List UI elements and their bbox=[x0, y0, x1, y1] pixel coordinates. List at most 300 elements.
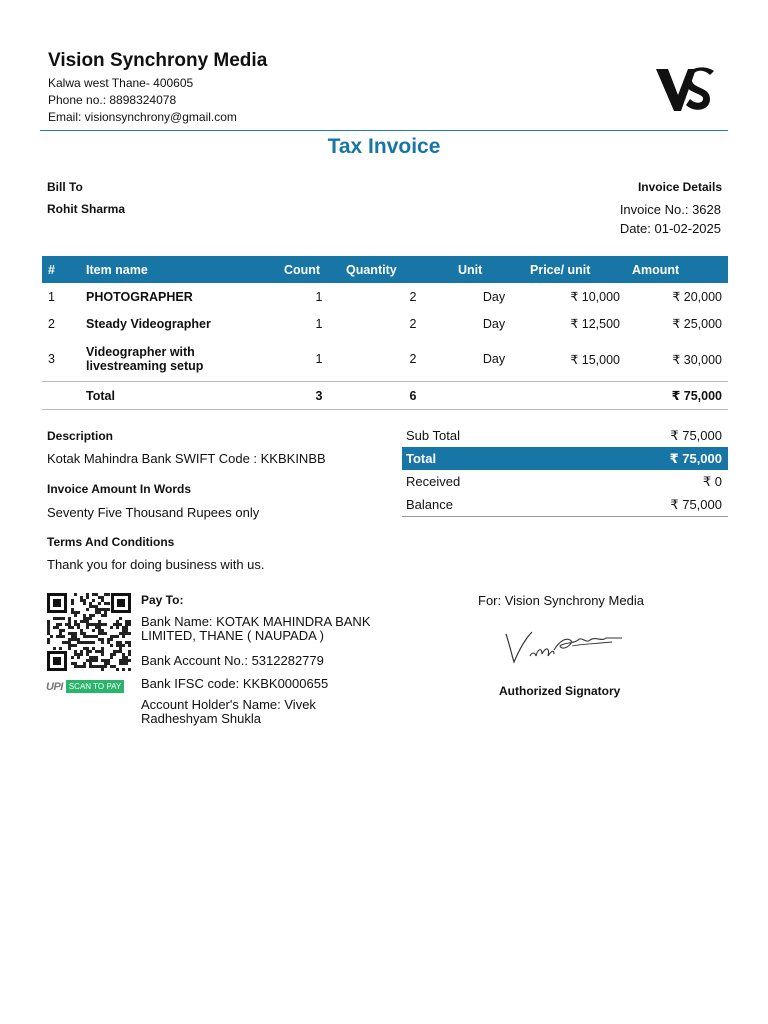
qr-module bbox=[83, 641, 86, 644]
qr-module bbox=[128, 659, 131, 662]
description-text: Kotak Mahindra Bank SWIFT Code : KKBKINBB bbox=[47, 451, 326, 466]
qr-module bbox=[122, 644, 125, 647]
company-name: Vision Synchrony Media bbox=[48, 50, 268, 71]
qr-module bbox=[128, 650, 131, 653]
qr-module bbox=[62, 617, 65, 620]
qr-module bbox=[119, 644, 122, 647]
qr-module bbox=[80, 650, 83, 653]
qr-module bbox=[71, 656, 74, 659]
table-row bbox=[42, 283, 728, 310]
qr-module bbox=[95, 659, 98, 662]
bill-to-label: Bill To bbox=[47, 180, 83, 194]
row-item-name: Steady Videographer bbox=[86, 316, 211, 331]
qr-module bbox=[98, 650, 101, 653]
row-unit: Day bbox=[482, 352, 506, 366]
qr-module bbox=[71, 602, 74, 605]
qr-module bbox=[98, 602, 101, 605]
qr-module bbox=[47, 638, 50, 641]
qr-module bbox=[77, 623, 80, 626]
qr-module bbox=[101, 659, 104, 662]
qr-module bbox=[101, 599, 104, 602]
qr-module bbox=[104, 593, 107, 596]
table-total-row bbox=[42, 382, 728, 410]
row-item-name: PHOTOGRAPHER bbox=[86, 289, 193, 304]
qr-module bbox=[107, 662, 110, 665]
qr-module bbox=[59, 632, 62, 635]
qr-module bbox=[74, 623, 77, 626]
qr-module bbox=[104, 602, 107, 605]
row-quantity: 2 bbox=[409, 289, 417, 304]
qr-module bbox=[71, 635, 74, 638]
qr-module bbox=[119, 641, 122, 644]
col-header-quantity: Quantity bbox=[340, 256, 452, 283]
qr-module bbox=[65, 641, 68, 644]
qr-module bbox=[101, 614, 104, 617]
qr-module bbox=[86, 659, 89, 662]
qr-module bbox=[110, 644, 113, 647]
qr-module bbox=[116, 626, 119, 629]
qr-module bbox=[101, 668, 104, 671]
upi-badge bbox=[46, 679, 124, 694]
qr-module bbox=[53, 626, 56, 629]
qr-module bbox=[68, 647, 71, 650]
qr-module bbox=[92, 629, 95, 632]
qr-module bbox=[86, 653, 89, 656]
row-amount: ₹ 25,000 bbox=[672, 317, 722, 331]
row-count: 1 bbox=[315, 289, 323, 304]
qr-module bbox=[71, 611, 74, 614]
company-phone: Phone no.: 8898324078 bbox=[48, 93, 177, 107]
qr-module bbox=[119, 632, 122, 635]
total-label: Total bbox=[76, 382, 278, 410]
amount-words-label: Invoice Amount In Words bbox=[47, 482, 192, 496]
subtotal-row bbox=[402, 424, 728, 447]
qr-module bbox=[101, 596, 104, 599]
qr-module bbox=[59, 629, 62, 632]
qr-module bbox=[104, 608, 107, 611]
header-divider bbox=[40, 130, 728, 131]
qr-module bbox=[116, 668, 119, 671]
bill-to-name: Rohit Sharma bbox=[47, 202, 126, 216]
qr-module bbox=[89, 602, 92, 605]
qr-module bbox=[92, 623, 95, 626]
qr-module bbox=[101, 653, 104, 656]
qr-module bbox=[83, 635, 86, 638]
qr-module bbox=[89, 641, 92, 644]
qr-module bbox=[86, 650, 89, 653]
qr-module bbox=[101, 638, 104, 641]
qr-module bbox=[125, 632, 128, 635]
bank-account-number: Bank Account No.: 5312282779 bbox=[141, 653, 324, 668]
invoice-number: Invoice No.: 3628 bbox=[619, 202, 721, 217]
qr-module bbox=[113, 653, 116, 656]
col-header-unit: Unit bbox=[452, 256, 524, 283]
invoice-date: Date: 01-02-2025 bbox=[619, 221, 721, 236]
qr-module bbox=[80, 653, 83, 656]
row-price: ₹ 12,500 bbox=[570, 317, 620, 331]
qr-module bbox=[89, 614, 92, 617]
qr-module bbox=[125, 662, 128, 665]
qr-module bbox=[95, 650, 98, 653]
row-price: ₹ 10,000 bbox=[570, 290, 620, 304]
qr-module bbox=[80, 596, 83, 599]
qr-module bbox=[47, 626, 50, 629]
total-row bbox=[402, 447, 728, 470]
qr-module bbox=[86, 626, 89, 629]
row-quantity: 2 bbox=[409, 352, 417, 366]
scan-to-pay-label: SCAN TO PAY bbox=[66, 680, 124, 693]
received-label: Received bbox=[406, 474, 461, 489]
qr-module bbox=[89, 635, 92, 638]
qr-module bbox=[74, 611, 77, 614]
balance-value: ₹ 75,000 bbox=[670, 496, 722, 512]
qr-module bbox=[101, 632, 104, 635]
qr-module bbox=[83, 614, 86, 617]
qr-module bbox=[95, 593, 98, 596]
qr-module bbox=[101, 665, 104, 668]
qr-module bbox=[110, 635, 113, 638]
qr-module bbox=[77, 638, 80, 641]
row-count: 1 bbox=[315, 316, 323, 331]
qr-module bbox=[119, 623, 122, 626]
qr-module bbox=[98, 611, 101, 614]
qr-module bbox=[92, 614, 95, 617]
qr-module bbox=[89, 665, 92, 668]
qr-module bbox=[59, 617, 62, 620]
qr-module bbox=[101, 650, 104, 653]
qr-module bbox=[122, 629, 125, 632]
qr-module bbox=[122, 653, 125, 656]
qr-module bbox=[74, 632, 77, 635]
qr-module bbox=[119, 650, 122, 653]
qr-module bbox=[71, 626, 74, 629]
qr-module bbox=[77, 641, 80, 644]
qr-module bbox=[74, 665, 77, 668]
qr-module bbox=[74, 650, 77, 653]
qr-module bbox=[68, 638, 71, 641]
qr-module bbox=[62, 641, 65, 644]
summary-total-label: Total bbox=[406, 451, 437, 466]
col-header-price: Price/ unit bbox=[524, 256, 626, 283]
qr-module bbox=[68, 617, 71, 620]
balance-row bbox=[402, 493, 728, 516]
qr-module bbox=[95, 605, 98, 608]
invoice-details-label: Invoice Details bbox=[637, 180, 722, 194]
qr-module bbox=[107, 593, 110, 596]
qr-module bbox=[74, 653, 77, 656]
qr-module bbox=[89, 650, 92, 653]
qr-module bbox=[98, 632, 101, 635]
qr-module bbox=[98, 629, 101, 632]
qr-module bbox=[98, 608, 101, 611]
qr-module bbox=[89, 617, 92, 620]
qr-module bbox=[56, 617, 59, 620]
qr-module bbox=[101, 641, 104, 644]
qr-module bbox=[83, 617, 86, 620]
total-quantity: 6 bbox=[340, 382, 452, 410]
qr-module bbox=[92, 647, 95, 650]
row-item-name: Videographer with livestreaming setup bbox=[86, 345, 204, 373]
subtotal-label: Sub Total bbox=[406, 428, 460, 443]
qr-module bbox=[122, 662, 125, 665]
qr-module bbox=[98, 623, 101, 626]
qr-module bbox=[56, 635, 59, 638]
qr-module bbox=[107, 602, 110, 605]
qr-module bbox=[47, 623, 50, 626]
qr-module bbox=[89, 656, 92, 659]
qr-module bbox=[68, 644, 71, 647]
company-email: Email: visionsynchrony@gmail.com bbox=[48, 110, 237, 124]
qr-module bbox=[122, 626, 125, 629]
qr-module bbox=[113, 623, 116, 626]
qr-module bbox=[80, 665, 83, 668]
qr-module bbox=[56, 626, 59, 629]
qr-module bbox=[101, 608, 104, 611]
row-number: 1 bbox=[48, 289, 55, 304]
qr-module bbox=[113, 635, 116, 638]
received-row bbox=[402, 470, 728, 493]
terms-label: Terms And Conditions bbox=[47, 535, 175, 549]
qr-module bbox=[83, 662, 86, 665]
authorized-signatory-label: Authorized Signatory bbox=[499, 684, 621, 698]
qr-module bbox=[122, 659, 125, 662]
qr-module bbox=[110, 665, 113, 668]
qr-module bbox=[95, 623, 98, 626]
qr-module bbox=[101, 647, 104, 650]
qr-module bbox=[92, 656, 95, 659]
qr-module bbox=[125, 620, 128, 623]
row-unit: Day bbox=[482, 289, 506, 304]
qr-module bbox=[86, 593, 89, 596]
qr-module bbox=[101, 629, 104, 632]
qr-module bbox=[83, 632, 86, 635]
qr-module bbox=[77, 656, 80, 659]
upi-text: UPI bbox=[46, 680, 63, 693]
row-price: ₹ 15,000 bbox=[570, 352, 620, 367]
qr-module bbox=[101, 623, 104, 626]
qr-module bbox=[116, 644, 119, 647]
account-holder-name: Account Holder's Name: Vivek Radheshyam Shukla bbox=[141, 697, 316, 726]
qr-module bbox=[47, 632, 50, 635]
qr-module bbox=[110, 638, 113, 641]
qr-module bbox=[92, 593, 95, 596]
qr-module bbox=[59, 623, 62, 626]
qr-module bbox=[71, 638, 74, 641]
qr-module bbox=[98, 638, 101, 641]
qr-module bbox=[68, 632, 71, 635]
qr-module bbox=[92, 665, 95, 668]
summary-divider bbox=[402, 516, 728, 517]
qr-module bbox=[92, 635, 95, 638]
qr-module bbox=[86, 635, 89, 638]
qr-module bbox=[95, 611, 98, 614]
qr-module bbox=[95, 626, 98, 629]
qr-module bbox=[71, 644, 74, 647]
qr-module bbox=[74, 614, 77, 617]
qr-module bbox=[119, 617, 122, 620]
qr-module bbox=[74, 593, 77, 596]
qr-module bbox=[59, 635, 62, 638]
qr-module bbox=[47, 629, 50, 632]
pay-to-label: Pay To: bbox=[141, 593, 184, 607]
for-company-label: For: Vision Synchrony Media bbox=[478, 593, 644, 608]
bank-name: Bank Name: KOTAK MAHINDRA BANK LIMITED, THANE ( NAUPADA ) bbox=[141, 614, 371, 643]
qr-module bbox=[104, 611, 107, 614]
qr-module bbox=[104, 662, 107, 665]
qr-module bbox=[125, 641, 128, 644]
bank-ifsc-code: Bank IFSC code: KKBK0000655 bbox=[141, 676, 329, 691]
qr-module bbox=[119, 647, 122, 650]
qr-module bbox=[83, 665, 86, 668]
total-amount: ₹ 75,000 bbox=[626, 382, 728, 410]
qr-module bbox=[74, 635, 77, 638]
qr-module bbox=[89, 662, 92, 665]
qr-module bbox=[89, 605, 92, 608]
qr-module bbox=[128, 653, 131, 656]
col-header-amount: Amount bbox=[626, 256, 728, 283]
row-count: 1 bbox=[315, 352, 323, 366]
qr-module bbox=[53, 647, 56, 650]
row-amount: ₹ 30,000 bbox=[672, 352, 722, 367]
qr-module bbox=[122, 656, 125, 659]
items-table bbox=[42, 256, 728, 410]
row-number: 2 bbox=[48, 316, 55, 331]
qr-module bbox=[77, 665, 80, 668]
qr-module bbox=[83, 602, 86, 605]
qr-module bbox=[119, 662, 122, 665]
row-amount: ₹ 20,000 bbox=[672, 290, 722, 304]
qr-module bbox=[110, 626, 113, 629]
qr-module bbox=[119, 659, 122, 662]
qr-module bbox=[50, 635, 53, 638]
qr-module bbox=[65, 623, 68, 626]
qr-module bbox=[86, 608, 89, 611]
qr-module bbox=[77, 653, 80, 656]
qr-module bbox=[86, 641, 89, 644]
balance-label: Balance bbox=[406, 497, 453, 512]
qr-module bbox=[86, 617, 89, 620]
qr-module bbox=[62, 635, 65, 638]
qr-module bbox=[107, 641, 110, 644]
vs-logo-icon bbox=[650, 55, 720, 121]
qr-module bbox=[83, 599, 86, 602]
qr-module bbox=[71, 599, 74, 602]
qr-module bbox=[68, 626, 71, 629]
qr-module bbox=[92, 599, 95, 602]
qr-module bbox=[95, 665, 98, 668]
subtotal-value: ₹ 75,000 bbox=[670, 427, 722, 443]
qr-module bbox=[74, 620, 77, 623]
qr-module bbox=[116, 641, 119, 644]
qr-module bbox=[104, 632, 107, 635]
qr-module bbox=[113, 650, 116, 653]
qr-code-icon bbox=[46, 592, 132, 672]
qr-module bbox=[128, 632, 131, 635]
qr-module bbox=[74, 638, 77, 641]
qr-module bbox=[95, 608, 98, 611]
qr-module bbox=[95, 635, 98, 638]
qr-module bbox=[122, 668, 125, 671]
qr-module bbox=[74, 644, 77, 647]
qr-module bbox=[98, 665, 101, 668]
terms-text: Thank you for doing business with us. bbox=[47, 557, 265, 572]
qr-module bbox=[89, 623, 92, 626]
qr-module bbox=[92, 659, 95, 662]
qr-module bbox=[125, 629, 128, 632]
company-address: Kalwa west Thane- 400605 bbox=[48, 76, 194, 90]
qr-module bbox=[83, 620, 86, 623]
qr-module bbox=[62, 629, 65, 632]
received-value: ₹ 0 bbox=[702, 473, 722, 489]
qr-module bbox=[128, 620, 131, 623]
amount-words-text: Seventy Five Thousand Rupees only bbox=[47, 505, 260, 520]
qr-module bbox=[122, 632, 125, 635]
qr-module bbox=[68, 641, 71, 644]
qr-module bbox=[113, 665, 116, 668]
qr-module bbox=[125, 626, 128, 629]
qr-module bbox=[92, 605, 95, 608]
qr-module bbox=[92, 641, 95, 644]
qr-module bbox=[110, 653, 113, 656]
total-count: 3 bbox=[278, 382, 340, 410]
qr-module bbox=[77, 626, 80, 629]
qr-module bbox=[71, 608, 74, 611]
row-number: 3 bbox=[48, 352, 55, 366]
qr-module bbox=[86, 596, 89, 599]
qr-module bbox=[98, 620, 101, 623]
table-row bbox=[42, 337, 728, 382]
qr-module bbox=[89, 659, 92, 662]
qr-module bbox=[56, 623, 59, 626]
qr-module bbox=[98, 626, 101, 629]
qr-module bbox=[128, 641, 131, 644]
qr-module bbox=[104, 614, 107, 617]
qr-module bbox=[71, 632, 74, 635]
qr-module bbox=[98, 596, 101, 599]
qr-module bbox=[122, 635, 125, 638]
table-row bbox=[42, 310, 728, 337]
qr-module bbox=[80, 599, 83, 602]
qr-module bbox=[107, 659, 110, 662]
qr-module bbox=[47, 620, 50, 623]
description-label: Description bbox=[47, 429, 114, 443]
qr-module bbox=[125, 623, 128, 626]
document-title: Tax Invoice bbox=[327, 135, 441, 158]
col-header-count: Count bbox=[278, 256, 340, 283]
qr-module bbox=[116, 620, 119, 623]
col-header-number: # bbox=[42, 256, 76, 283]
qr-module bbox=[86, 647, 89, 650]
col-header-item: Item name bbox=[76, 256, 278, 283]
qr-module bbox=[116, 623, 119, 626]
qr-module bbox=[107, 608, 110, 611]
summary-box bbox=[402, 424, 728, 516]
qr-module bbox=[128, 668, 131, 671]
qr-module bbox=[95, 656, 98, 659]
qr-module bbox=[86, 623, 89, 626]
qr-module bbox=[59, 647, 62, 650]
signature-image bbox=[502, 626, 628, 670]
qr-module bbox=[80, 620, 83, 623]
row-quantity: 2 bbox=[409, 316, 417, 331]
qr-module bbox=[128, 644, 131, 647]
qr-module bbox=[68, 623, 71, 626]
qr-module bbox=[86, 620, 89, 623]
qr-module bbox=[125, 659, 128, 662]
summary-total-value: ₹ 75,000 bbox=[669, 450, 722, 466]
table-header-row bbox=[42, 256, 728, 283]
qr-module bbox=[80, 629, 83, 632]
